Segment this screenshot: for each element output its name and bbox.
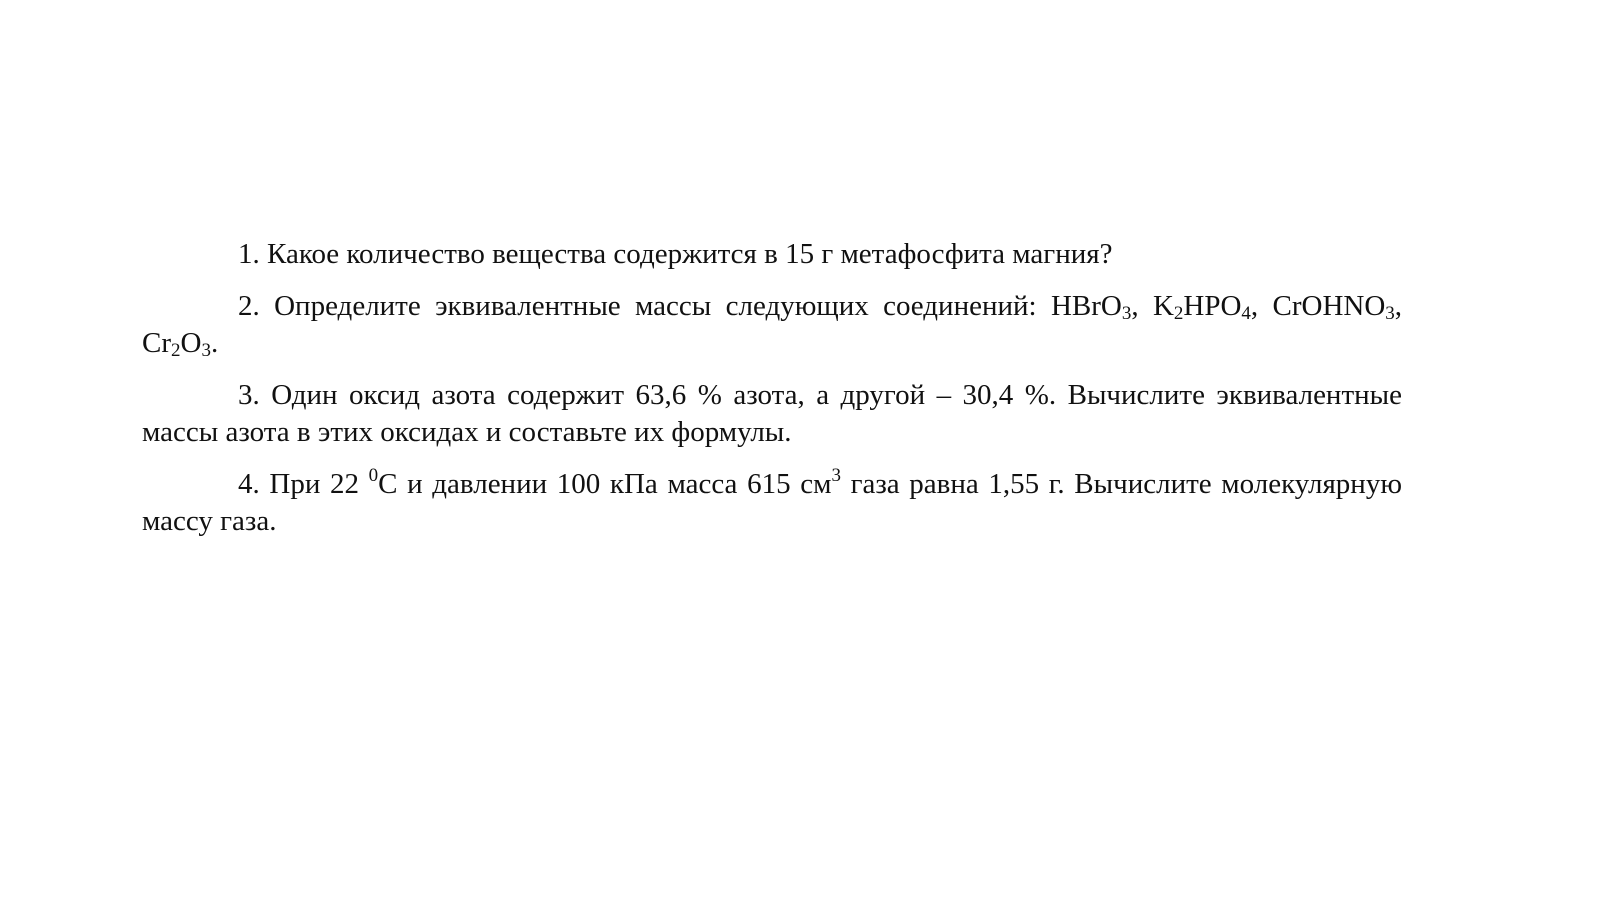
task-text: Определите эквивалентные массы следующих соединений: (274, 290, 1037, 322)
volume-superscript: 3 (831, 465, 841, 486)
task-2: 2. Определите эквивалентные массы следующих соединений: HBrO$_3$, $K_2HPO_4$, CrOHNO$_3$, $Cr_2O_3$. (142, 290, 1403, 361)
task-text: C и давлении 100 кПа масса 615 см (378, 468, 832, 500)
degree-superscript: 0 (368, 465, 379, 486)
formula-hbro3: HBrO$_3$ (1050, 290, 1132, 324)
task-number: 4. (238, 468, 260, 500)
formula-cr2o3: $Cr_2O_3$ (142, 327, 211, 361)
task-3 (142, 377, 1402, 451)
task-text: Какое количество вещества содержится в 15 г метафосфита магния? (267, 238, 1113, 270)
formula-k2hpo4: $K_2HPO_4$ (1152, 290, 1251, 324)
document-page (142, 236, 1402, 555)
formula-crohno3: CrOHNO$_3$ (1272, 290, 1395, 324)
task-4 (142, 466, 1402, 540)
task-text: При 22 (269, 468, 359, 500)
task-text: Один оксид азота содержит 63,6 % азота, а другой – 30,4 %. Вычислите эквивалентные массы азота в этих оксидах и составьте их формулы. (142, 379, 1403, 448)
task-number: 3. (238, 379, 260, 411)
task-number: 1. (238, 238, 260, 270)
task-text: газа равна 1,55 г. Вычислите молекулярную массу газа. (142, 468, 1402, 537)
task-1 (142, 236, 1402, 273)
task-number: 2. (238, 290, 260, 322)
